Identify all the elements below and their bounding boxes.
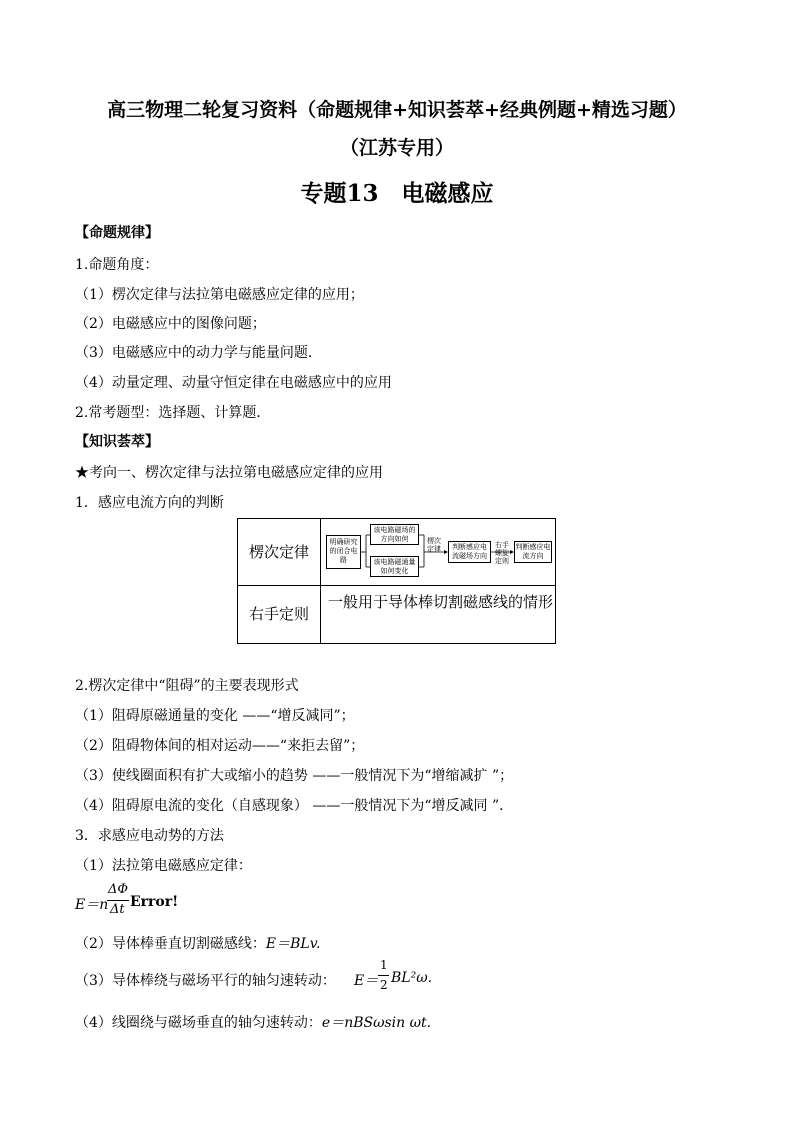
lenz-law-flowchart <box>324 521 554 583</box>
flow-box-field-direction: 该电路磁场的方向如何 <box>370 524 419 545</box>
emf-method-2-formula: E＝BLv. <box>265 936 321 952</box>
direction-judgement-table <box>237 518 556 644</box>
emf-method-1: （1）法拉第电磁感应定律： <box>75 858 252 874</box>
obstruction-sub-3: （3）使线圈面积有扩大或缩小的趋势 ——一般情况下为“增缩减扩 ”； <box>75 768 514 784</box>
emf-method-4-formula: e＝nBSωsin ωt. <box>321 1015 432 1031</box>
topic-direction-line: ★考向一、楞次定律与法拉第电磁感应定律的应用 <box>75 465 383 481</box>
flow-box-flux-change: 该电路磁通量如何变化 <box>370 556 419 577</box>
emf-method-4 <box>75 1012 431 1032</box>
obstruction-sub-2: （2）阻碍物体间的相对运动——“来拒去留”； <box>75 738 365 754</box>
formula1-fraction-bar <box>107 900 129 901</box>
point-3-heading: 3．求感应电动势的方法 <box>75 828 224 844</box>
document-subtitle: （江苏专用） <box>339 137 454 159</box>
table-column-divider <box>320 519 321 643</box>
section-heading-rules: 【命题规律】 <box>75 225 159 241</box>
obstruction-sub-1: （1）阻碍原磁通量的变化 ——“增反减同”； <box>75 708 355 724</box>
formula1-numerator: ΔΦ <box>108 882 129 897</box>
flow-box-start: 明确研究的闭合电路 <box>326 535 361 569</box>
rules-sub-3: （3）电磁感应中的动力学与能量问题． <box>75 345 322 361</box>
table-right-hand-rule-text: 一般用于导体棒切割磁感线的情形 <box>328 593 554 611</box>
section-heading-knowledge: 【知识荟萃】 <box>75 434 159 450</box>
emf-method-4-text: （4）线圈绕与磁场垂直的轴匀速转动： <box>75 1015 322 1031</box>
formula3-denominator: 2 <box>380 978 388 992</box>
formula1-lhs: E＝n <box>75 897 109 913</box>
topic-title: 专题13 电磁感应 <box>300 180 494 207</box>
formula3-tail: BL²ω. <box>391 970 433 986</box>
emf-method-2 <box>75 933 320 953</box>
document-title: 高三物理二轮复习资料（命题规律+知识荟萃+经典例题+精选习题） <box>107 99 687 121</box>
flow-label-right-hand-screw: 右手螺旋定则 <box>495 541 509 565</box>
rotation-emf-formula <box>354 958 454 1000</box>
point-1-heading: 1．感应电流方向的判断 <box>75 495 224 511</box>
table-label-right-hand-rule: 右手定则 <box>248 605 309 623</box>
formula1-error: Error! <box>130 894 179 910</box>
obstruction-sub-4: （4）阻碍原电流的变化（自感现象） ——一般情况下为“增反减同 ”． <box>75 798 514 814</box>
flow-box-induced-current: 判断感应电流方向 <box>514 541 552 563</box>
formula3-lhs: E＝ <box>354 973 379 989</box>
formula3-fraction-bar <box>378 975 389 976</box>
point-2-heading: 2.楞次定律中“阻碍”的主要表现形式 <box>75 678 299 694</box>
table-label-lenz-law: 楞次定律 <box>248 543 309 561</box>
rules-item-2: 2.常考题型：选择题、计算题． <box>75 405 271 421</box>
rules-sub-2: （2）电磁感应中的图像问题； <box>75 316 266 332</box>
emf-method-2-text: （2）导体棒垂直切割磁感线： <box>75 936 266 952</box>
emf-method-3: （3）导体棒绕与磁场平行的轴匀速转动： <box>75 973 336 989</box>
table-row-divider <box>238 585 555 586</box>
flow-label-lenz: 楞次定律 <box>427 537 441 553</box>
formula3-numerator: 1 <box>380 958 388 972</box>
formula1-denominator: Δt <box>110 902 125 917</box>
rules-item-1: 1.命题角度： <box>75 257 159 273</box>
flow-box-induced-field: 判断感应电流磁场方向 <box>448 541 491 563</box>
rules-sub-1: （1）楞次定律与法拉第电磁感应定律的应用； <box>75 287 364 303</box>
faraday-law-formula <box>75 882 275 922</box>
rules-sub-4: （4）动量定理、动量守恒定律在电磁感应中的应用 <box>75 375 392 391</box>
